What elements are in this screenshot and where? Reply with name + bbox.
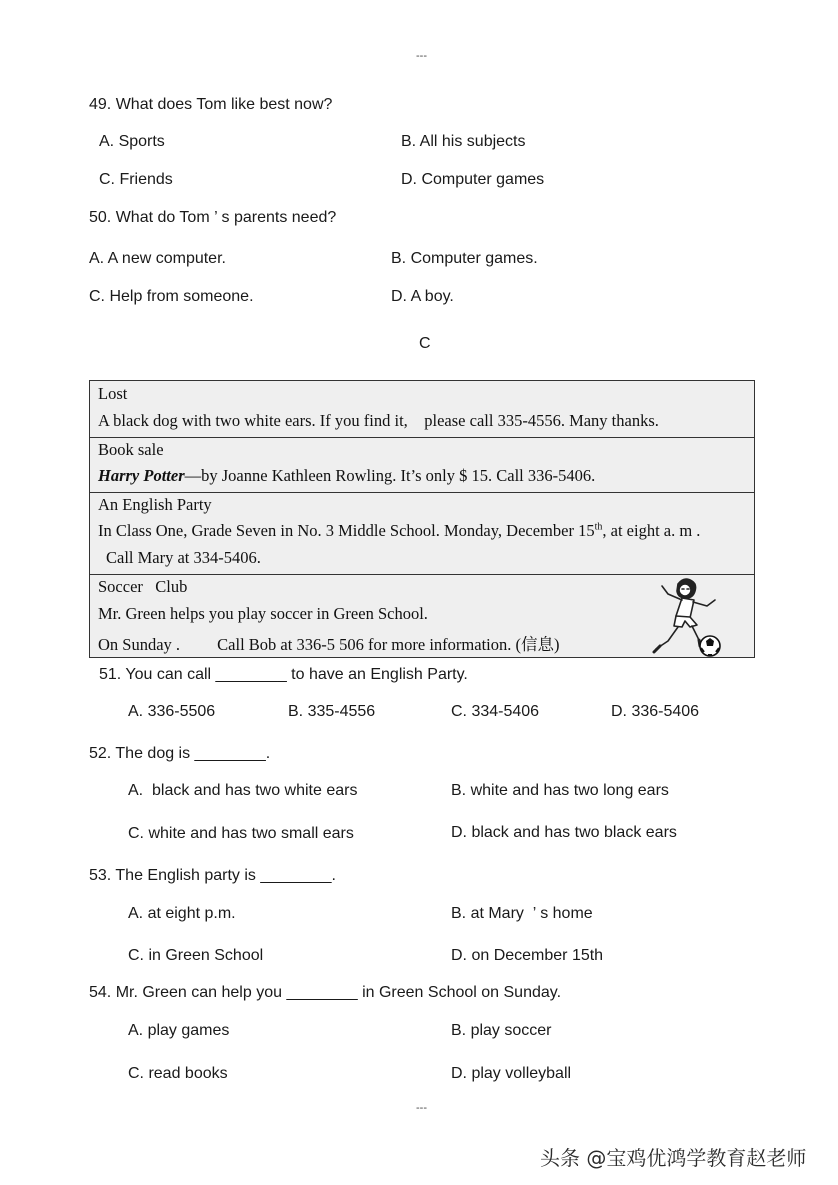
q51-option-b: B. 335-4556 xyxy=(288,703,376,720)
q52-option-b: B. white and has two long ears xyxy=(451,782,669,799)
q49-option-d: D. Computer games xyxy=(401,171,545,188)
watermark: 头条 @宝鸡优鸿学教育赵老师 xyxy=(540,1146,807,1170)
question-49: 49. What does Tom like best now? xyxy=(89,96,333,113)
notice-book-sale-title: Book sale xyxy=(98,440,164,459)
q54-option-b: B. play soccer xyxy=(451,1022,552,1039)
q53-option-b: B. at Mary ’ s home xyxy=(451,905,593,922)
question-53: 53. The English party is ________. xyxy=(89,867,336,884)
q51-option-c: C. 334-5406 xyxy=(451,703,540,720)
q54-option-a: A. play games xyxy=(128,1022,230,1039)
q53-option-d: D. on December 15th xyxy=(451,947,604,964)
q52-option-d: D. black and has two black ears xyxy=(451,824,677,841)
notice-soccer-title: Soccer Club xyxy=(98,577,188,596)
notice-board xyxy=(89,380,755,658)
page-mark-bottom: --- xyxy=(416,1102,427,1114)
q54-option-c: C. read books xyxy=(128,1065,228,1082)
question-51: 51. You can call ________ to have an English Party. xyxy=(99,666,468,683)
party-line1-end: , at eight a. m . xyxy=(602,521,701,540)
notice-book-sale xyxy=(90,437,754,493)
party-date-suffix: th xyxy=(594,521,603,533)
q49-option-a: A. Sports xyxy=(99,133,165,150)
q51-option-a: A. 336-5506 xyxy=(128,703,216,720)
notice-soccer-line2: On Sunday . Call Bob at 336-5 506 for more information. (信息) xyxy=(98,635,560,654)
notice-soccer-club xyxy=(90,574,754,659)
q51-option-d: D. 336-5406 xyxy=(611,703,700,720)
notice-book-sale-line xyxy=(98,466,595,486)
q49-option-b: B. All his subjects xyxy=(401,133,526,150)
notice-party-line1 xyxy=(98,521,700,541)
notice-party-title: An English Party xyxy=(98,495,212,514)
notice-lost-text: A black dog with two white ears. If you find it, please call 335-4556. Many thanks. xyxy=(98,411,659,430)
notice-lost xyxy=(90,381,754,438)
question-52: 52. The dog is ________. xyxy=(89,745,271,762)
book-title: Harry Potter xyxy=(98,466,185,485)
q52-option-c: C. white and has two small ears xyxy=(128,825,354,842)
question-54: 54. Mr. Green can help you ________ in Green School on Sunday. xyxy=(89,984,562,1001)
notice-english-party xyxy=(90,492,754,575)
party-line1-text: In Class One, Grade Seven in No. 3 Middle School. Monday, December 15 xyxy=(98,521,595,540)
soccer-player-illustration xyxy=(638,576,734,658)
notice-soccer-line1: Mr. Green helps you play soccer in Green School. xyxy=(98,604,428,623)
q54-option-d: D. play volleyball xyxy=(451,1065,572,1082)
q52-option-a: A. black and has two white ears xyxy=(128,782,358,799)
notice-party-line2: Call Mary at 334-5406. xyxy=(106,548,261,567)
q53-option-a: A. at eight p.m. xyxy=(128,905,236,922)
q50-option-b: B. Computer games. xyxy=(391,250,538,267)
q49-option-c: C. Friends xyxy=(99,171,173,188)
question-50: 50. What do Tom ’ s parents need? xyxy=(89,209,337,226)
q50-option-a: A. A new computer. xyxy=(89,250,226,267)
section-label: C xyxy=(419,335,431,352)
notice-lost-title: Lost xyxy=(98,384,128,403)
q53-option-c: C. in Green School xyxy=(128,947,264,964)
notice-book-sale-text: —by Joanne Kathleen Rowling. It’s only $ 15. Call 336-5406. xyxy=(184,466,596,485)
page-mark-top: --- xyxy=(416,50,427,62)
q50-option-c: C. Help from someone. xyxy=(89,288,254,305)
q50-option-d: D. A boy. xyxy=(391,288,454,305)
